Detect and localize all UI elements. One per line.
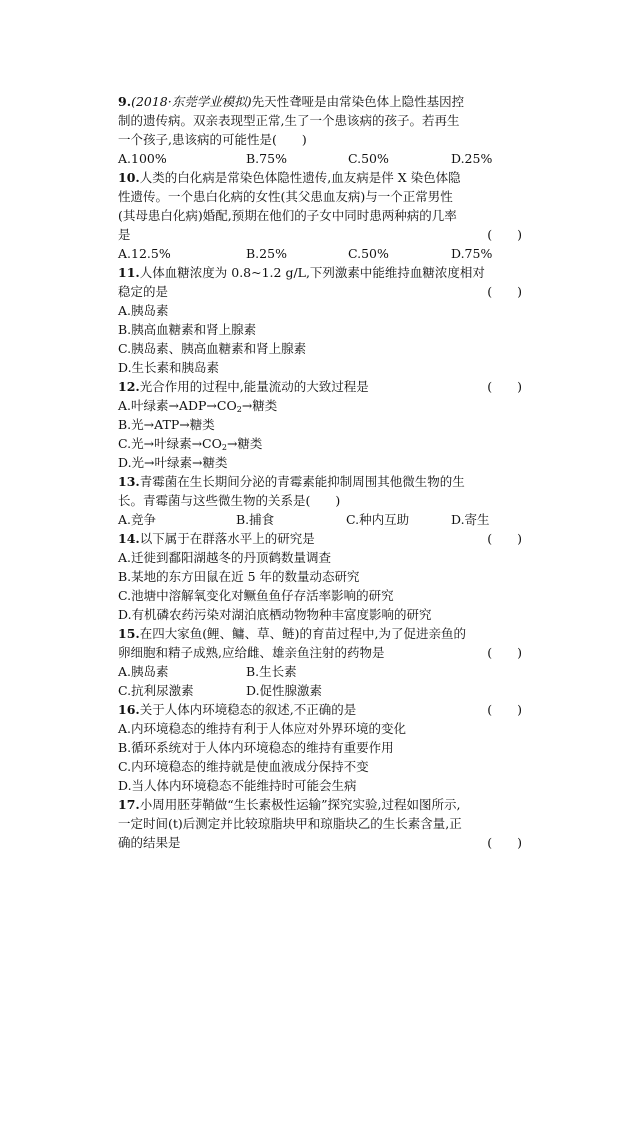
question-number: 10 (118, 170, 136, 185)
question-line: 10.人类的白化病是常染色体隐性遗传,血友病是伴 X 染色体隐 (118, 170, 461, 185)
option-a: A.胰岛素 (118, 303, 169, 318)
question-text: (其母患白化病)婚配,预期在他们的子女中同时患两种病的几率 (118, 208, 457, 223)
question-number: 16 (118, 702, 136, 717)
option-a: A.胰岛素 (118, 664, 169, 679)
question-line: 11.人体血糖浓度为 0.8~1.2 g/L,下列激素中能维持血糖浓度相对 (118, 265, 485, 280)
option-b: B.光→ATP→糖类 (118, 417, 215, 432)
option-b: B.胰高血糖素和肾上腺素 (118, 322, 257, 337)
question-number: 11 (118, 265, 136, 280)
question-text: 确的结果是 (118, 835, 181, 850)
question-line: 16.关于人体内环境稳态的叙述,不正确的是 ( ) (118, 702, 522, 717)
question-text: 以下属于在群落水平上的研究是 (139, 531, 315, 546)
question-number: 9 (118, 94, 127, 109)
option-d: D.当人体内环境稳态不能维持时可能会生病 (118, 778, 357, 793)
question-text: 性遗传。一个患白化病的女性(其父患血友病)与一个正常男性 (118, 189, 453, 204)
question-number: 14 (118, 531, 136, 546)
question-number: 17 (118, 797, 136, 812)
question-12 (118, 377, 528, 472)
question-text: 青霉菌在生长期间分泌的青霉素能抑制周围其他微生物的生 (139, 474, 465, 489)
question-text: 在四大家鱼(鲤、鳙、草、鲢)的育苗过程中,为了促进亲鱼的 (139, 626, 466, 641)
options-row (118, 244, 528, 263)
option-c: C.内环境稳态的维持就是使血液成分保持不变 (118, 759, 369, 774)
option-d: D.75% (451, 246, 493, 261)
question-text: 小周用胚芽鞘做“生长素极性运输”探究实验,过程如图所示, (139, 797, 461, 812)
question-13 (118, 472, 528, 529)
answer-bracket: ( ) (487, 531, 522, 546)
question-line (118, 282, 528, 301)
option-c: C.胰岛素、胰高血糖素和肾上腺素 (118, 341, 307, 356)
question-source: (2018·东莞学业模拟) (131, 94, 252, 109)
option-d: D.25% (451, 151, 493, 166)
question-text: 是 (118, 227, 131, 242)
question-16 (118, 700, 528, 795)
option-a: A.竞争 (118, 512, 157, 527)
question-line: 12.光合作用的过程中,能量流动的大致过程是 ( ) (118, 379, 522, 394)
question-line (118, 833, 528, 852)
question-line (118, 643, 528, 662)
option-b: B.生长素 (246, 664, 297, 679)
option-d: D.有机磷农药污染对湖泊底栖动物物种丰富度影响的研究 (118, 607, 432, 622)
question-text: 稳定的是 (118, 284, 169, 299)
question-text: 制的遗传病。双亲表现型正常,生了一个患该病的孩子。若再生 (118, 113, 460, 128)
answer-bracket: ( ) (487, 645, 522, 660)
options-row (118, 510, 528, 529)
option-b: B.某地的东方田鼠在近 5 年的数量动态研究 (118, 569, 360, 584)
question-text: 卵细胞和精子成熟,应给雌、雄亲鱼注射的药物是 (118, 645, 385, 660)
question-17 (118, 795, 528, 852)
question-line (118, 225, 528, 244)
option-c: C.种内互助 (346, 512, 410, 527)
option-c: C.池塘中溶解氧变化对鳜鱼鱼仔存活率影响的研究 (118, 588, 394, 603)
question-9 (118, 92, 528, 168)
option-d: D.生长素和胰岛素 (118, 360, 220, 375)
option-b: B.循环系统对于人体内环境稳态的维持有重要作用 (118, 740, 394, 755)
question-number: 15 (118, 626, 136, 641)
question-line: 14.以下属于在群落水平上的研究是 ( ) (118, 531, 522, 546)
question-sheet (118, 92, 528, 852)
option-c: C.光→叶绿素$\to CO_2\to$糖类 (118, 436, 263, 452)
option-b: B.捕食 (236, 512, 275, 527)
question-11 (118, 263, 528, 377)
option-c: C.50% (348, 246, 389, 261)
option-a: A.100% (118, 151, 167, 166)
option-c: C.抗利尿激素 (118, 683, 194, 698)
question-15 (118, 624, 528, 700)
question-10 (118, 168, 528, 263)
question-text: 一个孩子,患该病的可能性是( ) (118, 132, 307, 147)
question-text: 一定时间(t)后测定并比较琼脂块甲和琼脂块乙的生长素含量,正 (118, 816, 462, 831)
option-b: B.25% (246, 246, 287, 261)
option-d: D.促性腺激素 (246, 683, 323, 698)
question-number: 13 (118, 474, 136, 489)
question-text: 长。青霉菌与这些微生物的关系是( ) (118, 493, 341, 508)
question-text: 光合作用的过程中,能量流动的大致过程是 (139, 379, 369, 394)
question-14 (118, 529, 528, 624)
question-line: 17.小周用胚芽鞘做“生长素极性运输”探究实验,过程如图所示, (118, 797, 461, 812)
option-b: B.75% (246, 151, 287, 166)
question-text: 人体血糖浓度为 0.8~1.2 g/L,下列激素中能维持血糖浓度相对 (139, 265, 485, 280)
answer-bracket: ( ) (487, 835, 522, 850)
options-row (118, 681, 528, 700)
question-text: 先天性聋哑是由常染色体上隐性基因控 (251, 94, 465, 109)
answer-bracket: ( ) (487, 379, 522, 394)
option-d: D.寄生 (451, 512, 490, 527)
option-a: A.迁徙到鄱阳湖越冬的丹顶鹤数量调查 (118, 550, 332, 565)
answer-bracket: ( ) (487, 284, 522, 299)
question-text: 人类的白化病是常染色体隐性遗传,血友病是伴 X 染色体隐 (139, 170, 461, 185)
answer-bracket: ( ) (487, 702, 522, 717)
options-row (118, 662, 528, 681)
question-line: 13.青霉菌在生长期间分泌的青霉素能抑制周围其他微生物的生 (118, 474, 465, 489)
option-c: C.50% (348, 151, 389, 166)
question-text: 关于人体内环境稳态的叙述,不正确的是 (139, 702, 357, 717)
option-a: A.叶绿素$\to ADP\to CO_2\to$糖类 (118, 398, 278, 414)
question-line: 9.(2018·东莞学业模拟)先天性聋哑是由常染色体上隐性基因控 (118, 94, 465, 109)
option-d: D.光→叶绿素→糖类 (118, 455, 228, 470)
answer-bracket: ( ) (487, 227, 522, 242)
question-line: 15.在四大家鱼(鲤、鳙、草、鲢)的育苗过程中,为了促进亲鱼的 (118, 626, 466, 641)
option-a: A.内环境稳态的维持有利于人体应对外界环境的变化 (118, 721, 407, 736)
question-number: 12 (118, 379, 136, 394)
option-a: A.12.5% (118, 246, 171, 261)
options-row (118, 149, 528, 168)
